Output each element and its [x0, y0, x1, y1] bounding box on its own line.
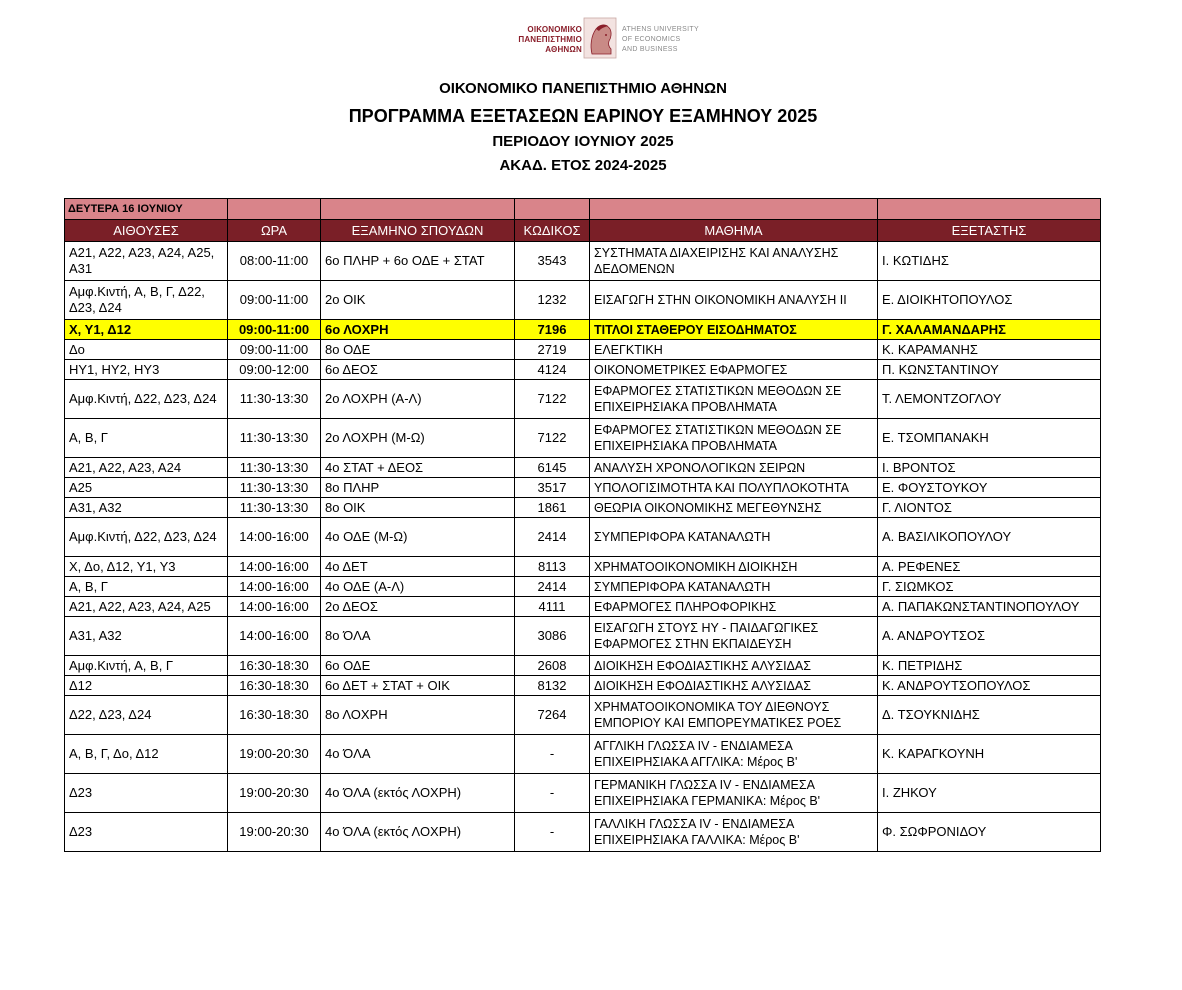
rooms-cell: Α25 [65, 478, 228, 498]
logo-greek-line: ΟΙΚΟΝΟΜΙΚΟ [527, 25, 582, 34]
course-cell: ΣΥΜΠΕΡΙΦΟΡΑ ΚΑΤΑΝΑΛΩΤΗ [590, 577, 878, 597]
examiner-cell: Α. ΠΑΠΑΚΩΝΣΤΑΝΤΙΝΟΠΟΥΛΟΥ [878, 597, 1101, 617]
code-cell: 7264 [515, 696, 590, 735]
table-row [65, 478, 1101, 498]
column-header-examiner: ΕΞΕΤΑΣΤΗΣ [878, 220, 1101, 242]
day-row [65, 199, 1101, 220]
time-cell: 14:00-16:00 [228, 557, 321, 577]
logo-greek-line: ΑΘΗΝΩΝ [545, 45, 582, 54]
academic-year: ΑΚΑΔ. ΕΤΟΣ 2024-2025 [499, 157, 667, 174]
course-cell: ΕΙΣΑΓΩΓΗ ΣΤΟΥΣ ΗΥ - ΠΑΙΔΑΓΩΓΙΚΕΣ ΕΦΑΡΜΟΓΕΣ ΣΤΗΝ ΕΚΠΑΙΔΕΥΣΗ [590, 617, 878, 656]
day-row-cell [321, 199, 515, 220]
rooms-cell: Χ, Δο, Δ12, Υ1, Υ3 [65, 557, 228, 577]
examiner-cell: Γ. ΧΑΛΑΜΑΝΔΑΡΗΣ [878, 320, 1101, 340]
examiner-cell: Ε. ΔΙΟΙΚΗΤΟΠΟΥΛΟΣ [878, 281, 1101, 320]
semester-cell: 2ο ΛΟΧΡΗ (Α-Λ) [321, 380, 515, 419]
code-cell: 1232 [515, 281, 590, 320]
examiner-cell: Ι. ΚΩΤΙΔΗΣ [878, 242, 1101, 281]
code-cell: - [515, 813, 590, 852]
logo-english-line: ATHENS UNIVERSITY [622, 26, 699, 33]
time-cell: 16:30-18:30 [228, 676, 321, 696]
table-row [65, 557, 1101, 577]
course-cell: ΕΛΕΓΚΤΙΚΗ [590, 340, 878, 360]
examiner-cell: Ε. ΦΟΥΣΤΟΥΚΟΥ [878, 478, 1101, 498]
table-row [65, 458, 1101, 478]
table-row [65, 656, 1101, 676]
code-cell: 2608 [515, 656, 590, 676]
column-header-course: ΜΑΘΗΜΑ [590, 220, 878, 242]
semester-cell: 6ο ΛΟΧΡΗ [321, 320, 515, 340]
table-row [65, 380, 1101, 419]
course-cell: ΟΙΚΟΝΟΜΕΤΡΙΚΕΣ ΕΦΑΡΜΟΓΕΣ [590, 360, 878, 380]
table-row [65, 242, 1101, 281]
table-row [65, 597, 1101, 617]
logo-english-line: AND BUSINESS [622, 46, 678, 53]
time-cell: 11:30-13:30 [228, 498, 321, 518]
examiner-cell: Α. ΒΑΣΙΛΙΚΟΠΟΥΛΟΥ [878, 518, 1101, 557]
column-header-time: ΩΡΑ [228, 220, 321, 242]
rooms-cell: Α21, Α22, Α23, Α24, Α25, Α31 [65, 242, 228, 281]
semester-cell: 4ο ΌΛΑ (εκτός ΛΟΧΡΗ) [321, 813, 515, 852]
code-cell: - [515, 774, 590, 813]
code-cell: 2414 [515, 518, 590, 557]
code-cell: 6145 [515, 458, 590, 478]
table-row [65, 577, 1101, 597]
code-cell: 7122 [515, 380, 590, 419]
header-row [65, 220, 1101, 242]
rooms-cell: Δο [65, 340, 228, 360]
examiner-cell: Α. ΑΝΔΡΟΥΤΣΟΣ [878, 617, 1101, 656]
semester-cell: 6ο ΠΛΗΡ + 6ο ΟΔΕ + ΣΤΑΤ [321, 242, 515, 281]
university-logo [486, 14, 706, 68]
column-header-semester: ΕΞΑΜΗΝΟ ΣΠΟΥΔΩΝ [321, 220, 515, 242]
time-cell: 14:00-16:00 [228, 577, 321, 597]
rooms-cell: Δ12 [65, 676, 228, 696]
time-cell: 19:00-20:30 [228, 813, 321, 852]
semester-cell: 6ο ΔΕΤ + ΣΤΑΤ + ΟΙΚ [321, 676, 515, 696]
time-cell: 11:30-13:30 [228, 478, 321, 498]
rooms-cell: Α, Β, Γ [65, 577, 228, 597]
semester-cell: 4ο ΣΤΑΤ + ΔΕΟΣ [321, 458, 515, 478]
semester-cell: 2ο ΟΙΚ [321, 281, 515, 320]
examiner-cell: Γ. ΣΙΩΜΚΟΣ [878, 577, 1101, 597]
logo-english-line: OF ECONOMICS [622, 36, 681, 43]
code-cell: 7196 [515, 320, 590, 340]
table-row [65, 340, 1101, 360]
document-title: ΠΡΟΓΡΑΜΜΑ ΕΞΕΤΑΣΕΩΝ ΕΑΡΙΝΟΥ ΕΞΑΜΗΝΟΥ 2025 [348, 106, 818, 126]
rooms-cell: ΗΥ1, ΗΥ2, ΗΥ3 [65, 360, 228, 380]
semester-cell: 4ο ΌΛΑ (εκτός ΛΟΧΡΗ) [321, 774, 515, 813]
exam-period: ΠΕΡΙΟΔΟΥ ΙΟΥΝΙΟΥ 2025 [492, 133, 674, 150]
logo-greek-line: ΠΑΝΕΠΙΣΤΗΜΙΟ [518, 35, 582, 44]
examiner-cell: Κ. ΚΑΡΑΓΚΟΥΝΗ [878, 735, 1101, 774]
rooms-cell: Αμφ.Κιντή, Α, Β, Γ, Δ22, Δ23, Δ24 [65, 281, 228, 320]
examiner-cell: Δ. ΤΣΟΥΚΝΙΔΗΣ [878, 696, 1101, 735]
rooms-cell: Α31, Α32 [65, 498, 228, 518]
day-label: ΔΕΥΤΕΡΑ 16 ΙΟΥΝΙΟΥ [65, 199, 228, 220]
rooms-cell: Δ23 [65, 774, 228, 813]
day-row-cell [228, 199, 321, 220]
course-cell: ΑΓΓΛΙΚΗ ΓΛΩΣΣΑ IV - ΕΝΔΙΑΜΕΣΑ ΕΠΙΧΕΙΡΗΣΙΑΚΑ ΑΓΓΛΙΚΑ: Μέρος Β' [590, 735, 878, 774]
semester-cell: 4ο ΔΕΤ [321, 557, 515, 577]
course-cell: ΔΙΟΙΚΗΣΗ ΕΦΟΔΙΑΣΤΙΚΗΣ ΑΛΥΣΙΔΑΣ [590, 676, 878, 696]
table-row [65, 419, 1101, 458]
course-cell: ΧΡΗΜΑΤΟΟΙΚΟΝΟΜΙΚΑ ΤΟΥ ΔΙΕΘΝΟΥΣ ΕΜΠΟΡΙΟΥ ΚΑΙ ΕΜΠΟΡΕΥΜΑΤΙΚΕΣ ΡΟΕΣ [590, 696, 878, 735]
course-cell: ΓΕΡΜΑΝΙΚΗ ΓΛΩΣΣΑ IV - ΕΝΔΙΑΜΕΣΑ ΕΠΙΧΕΙΡΗΣΙΑΚΑ ΓΕΡΜΑΝΙΚΑ: Μέρος Β' [590, 774, 878, 813]
course-cell: ΥΠΟΛΟΓΙΣΙΜΟΤΗΤΑ ΚΑΙ ΠΟΛΥΠΛΟΚΟΤΗΤΑ [590, 478, 878, 498]
semester-cell: 2ο ΛΟΧΡΗ (Μ-Ω) [321, 419, 515, 458]
examiner-cell: Ι. ΖΗΚΟΥ [878, 774, 1101, 813]
time-cell: 11:30-13:30 [228, 419, 321, 458]
course-cell: ΣΥΜΠΕΡΙΦΟΡΑ ΚΑΤΑΝΑΛΩΤΗ [590, 518, 878, 557]
rooms-cell: Αμφ.Κιντή, Α, Β, Γ [65, 656, 228, 676]
code-cell: 8132 [515, 676, 590, 696]
semester-cell: 8ο ΛΟΧΡΗ [321, 696, 515, 735]
rooms-cell: Δ23 [65, 813, 228, 852]
day-row-cell [878, 199, 1101, 220]
rooms-cell: Α, Β, Γ, Δο, Δ12 [65, 735, 228, 774]
code-cell: 4124 [515, 360, 590, 380]
code-cell: - [515, 735, 590, 774]
university-name: ΟΙΚΟΝΟΜΙΚΟ ΠΑΝΕΠΙΣΤΗΜΙΟ ΑΘΗΝΩΝ [439, 80, 727, 97]
examiner-cell: Τ. ΛΕΜΟΝΤΖΟΓΛΟΥ [878, 380, 1101, 419]
code-cell: 2414 [515, 577, 590, 597]
time-cell: 11:30-13:30 [228, 458, 321, 478]
course-cell: ΘΕΩΡΙΑ ΟΙΚΟΝΟΜΙΚΗΣ ΜΕΓΕΘΥΝΣΗΣ [590, 498, 878, 518]
semester-cell: 4ο ΟΔΕ (Α-Λ) [321, 577, 515, 597]
table-row [65, 735, 1101, 774]
rooms-cell: Αμφ.Κιντή, Δ22, Δ23, Δ24 [65, 380, 228, 419]
code-cell: 3517 [515, 478, 590, 498]
course-cell: ΕΦΑΡΜΟΓΕΣ ΣΤΑΤΙΣΤΙΚΩΝ ΜΕΘΟΔΩΝ ΣΕ ΕΠΙΧΕΙΡΗΣΙΑΚΑ ΠΡΟΒΛΗΜΑΤΑ [590, 419, 878, 458]
time-cell: 16:30-18:30 [228, 696, 321, 735]
examiner-cell: Γ. ΛΙΟΝΤΟΣ [878, 498, 1101, 518]
time-cell: 19:00-20:30 [228, 774, 321, 813]
time-cell: 08:00-11:00 [228, 242, 321, 281]
table-row [65, 774, 1101, 813]
examiner-cell: Ε. ΤΣΟΜΠΑΝΑΚΗ [878, 419, 1101, 458]
table-row [65, 498, 1101, 518]
code-cell: 2719 [515, 340, 590, 360]
time-cell: 14:00-16:00 [228, 617, 321, 656]
rooms-cell: Α21, Α22, Α23, Α24, Α25 [65, 597, 228, 617]
logo-english-name [622, 25, 712, 55]
semester-cell: 4ο ΟΔΕ (Μ-Ω) [321, 518, 515, 557]
rooms-cell: Δ22, Δ23, Δ24 [65, 696, 228, 735]
course-cell: ΕΦΑΡΜΟΓΕΣ ΠΛΗΡΟΦΟΡΙΚΗΣ [590, 597, 878, 617]
time-cell: 19:00-20:30 [228, 735, 321, 774]
time-cell: 09:00-11:00 [228, 340, 321, 360]
examiner-cell: Π. ΚΩΝΣΤΑΝΤΙΝΟΥ [878, 360, 1101, 380]
table-row [65, 518, 1101, 557]
code-cell: 7122 [515, 419, 590, 458]
column-header-rooms: ΑΙΘΟΥΣΕΣ [65, 220, 228, 242]
course-cell: ΧΡΗΜΑΤΟΟΙΚΟΝΟΜΙΚΗ ΔΙΟΙΚΗΣΗ [590, 557, 878, 577]
course-cell: ΑΝΑΛΥΣΗ ΧΡΟΝΟΛΟΓΙΚΩΝ ΣΕΙΡΩΝ [590, 458, 878, 478]
table-row [65, 813, 1101, 852]
exam-schedule-table [64, 198, 1101, 852]
rooms-cell: Χ, Υ1, Δ12 [65, 320, 228, 340]
emblem-head-icon [582, 16, 618, 60]
examiner-cell: Α. ΡΕΦΕΝΕΣ [878, 557, 1101, 577]
semester-cell: 8ο ΟΔΕ [321, 340, 515, 360]
time-cell: 09:00-11:00 [228, 320, 321, 340]
examiner-cell: Ι. ΒΡΟΝΤΟΣ [878, 458, 1101, 478]
code-cell: 4111 [515, 597, 590, 617]
table-row [65, 281, 1101, 320]
table-row [65, 676, 1101, 696]
semester-cell: 6ο ΟΔΕ [321, 656, 515, 676]
code-cell: 8113 [515, 557, 590, 577]
rooms-cell: Α31, Α32 [65, 617, 228, 656]
semester-cell: 8ο ΟΙΚ [321, 498, 515, 518]
examiner-cell: Κ. ΑΝΔΡΟΥΤΣΟΠΟΥΛΟΣ [878, 676, 1101, 696]
semester-cell: 8ο ΠΛΗΡ [321, 478, 515, 498]
rooms-cell: Α21, Α22, Α23, Α24 [65, 458, 228, 478]
course-cell: ΣΥΣΤΗΜΑΤΑ ΔΙΑΧΕΙΡΙΣΗΣ ΚΑΙ ΑΝΑΛΥΣΗΣ ΔΕΔΟΜΕΝΩΝ [590, 242, 878, 281]
table-row-highlighted [65, 320, 1101, 340]
day-row-cell [590, 199, 878, 220]
table-row [65, 696, 1101, 735]
day-row-cell [515, 199, 590, 220]
column-header-code: ΚΩΔΙΚΟΣ [515, 220, 590, 242]
course-cell: ΓΑΛΛΙΚΗ ΓΛΩΣΣΑ IV - ΕΝΔΙΑΜΕΣΑ ΕΠΙΧΕΙΡΗΣΙΑΚΑ ΓΑΛΛΙΚΑ: Μέρος Β' [590, 813, 878, 852]
time-cell: 14:00-16:00 [228, 518, 321, 557]
time-cell: 16:30-18:30 [228, 656, 321, 676]
course-cell: ΤΙΤΛΟΙ ΣΤΑΘΕΡΟΥ ΕΙΣΟΔΗΜΑΤΟΣ [590, 320, 878, 340]
time-cell: 09:00-11:00 [228, 281, 321, 320]
code-cell: 1861 [515, 498, 590, 518]
code-cell: 3086 [515, 617, 590, 656]
semester-cell: 2ο ΔΕΟΣ [321, 597, 515, 617]
semester-cell: 6ο ΔΕΟΣ [321, 360, 515, 380]
semester-cell: 4ο ΌΛΑ [321, 735, 515, 774]
rooms-cell: Α, Β, Γ [65, 419, 228, 458]
table-row [65, 617, 1101, 656]
time-cell: 14:00-16:00 [228, 597, 321, 617]
examiner-cell: Φ. ΣΩΦΡΟΝΙΔΟΥ [878, 813, 1101, 852]
course-cell: ΔΙΟΙΚΗΣΗ ΕΦΟΔΙΑΣΤΙΚΗΣ ΑΛΥΣΙΔΑΣ [590, 656, 878, 676]
logo-greek-name [490, 25, 582, 55]
table-row [65, 360, 1101, 380]
rooms-cell: Αμφ.Κιντή, Δ22, Δ23, Δ24 [65, 518, 228, 557]
examiner-cell: Κ. ΠΕΤΡΙΔΗΣ [878, 656, 1101, 676]
time-cell: 09:00-12:00 [228, 360, 321, 380]
examiner-cell: Κ. ΚΑΡΑΜΑΝΗΣ [878, 340, 1101, 360]
course-cell: ΕΙΣΑΓΩΓΗ ΣΤΗΝ ΟΙΚΟΝΟΜΙΚΗ ΑΝΑΛΥΣΗ ΙΙ [590, 281, 878, 320]
time-cell: 11:30-13:30 [228, 380, 321, 419]
course-cell: ΕΦΑΡΜΟΓΕΣ ΣΤΑΤΙΣΤΙΚΩΝ ΜΕΘΟΔΩΝ ΣΕ ΕΠΙΧΕΙΡΗΣΙΑΚΑ ΠΡΟΒΛΗΜΑΤΑ [590, 380, 878, 419]
code-cell: 3543 [515, 242, 590, 281]
semester-cell: 8ο ΌΛΑ [321, 617, 515, 656]
